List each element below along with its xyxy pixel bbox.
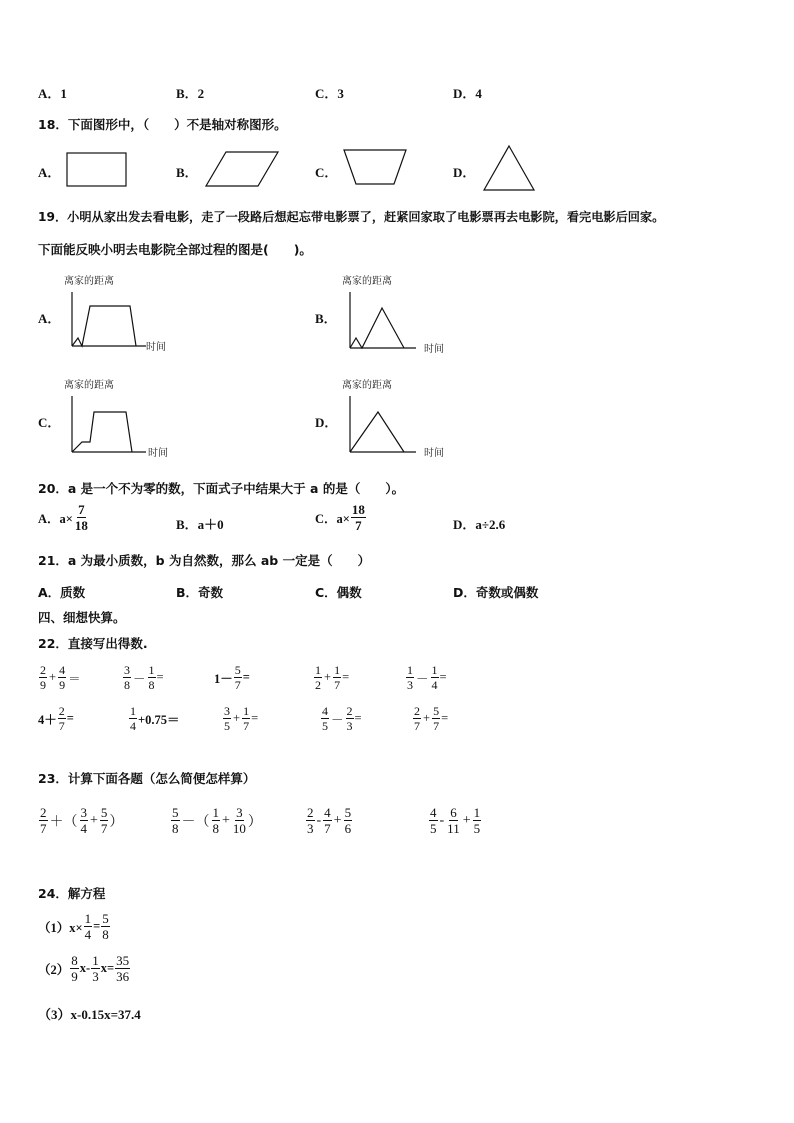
q18-option-a[interactable]: A． [38, 165, 61, 180]
parallelogram-icon [204, 150, 280, 188]
q22-r1-e1: $\frac{2}{9}$ + $\frac{4}{9}$ ＝ [40, 663, 81, 692]
q19-option-b[interactable]: B． [315, 311, 337, 326]
graph-c [60, 376, 180, 460]
q22-r2-e1: 4＋ $\frac{2}{7}$ = [38, 704, 74, 733]
q18-question: 18．下面图形中，（ ）不是轴对称图形。 [38, 117, 287, 132]
q19-question-line2: 下面能反映小明去电影院全部过程的图是( )。 [38, 242, 312, 257]
graph-a-xlabel: 时间 [146, 342, 166, 353]
graph-a-ylabel: 离家的距离 [64, 276, 114, 287]
q19-option-c[interactable]: C． [38, 415, 61, 430]
section-title: 四、细想快算。 [38, 610, 126, 625]
q22-r1-e3: 1－ $\frac{5}{7}$ = [214, 663, 250, 692]
q19-question-line1: 19．小明从家出发去看电影，走了一段路后想起忘带电影票了，赶紧回家取了电影票再去电影院，看完电影后回家。 [38, 210, 665, 224]
q20-c-fraction [351, 503, 366, 532]
q22-r1-e2: $\frac{3}{8}$ － $\frac{1}{8}$ = [124, 663, 164, 692]
rectangle-icon [66, 152, 128, 188]
q17-option-d[interactable]: D．4 [453, 86, 482, 101]
q24-e2: （2） $\frac{8}{9}$ x- $\frac{1}{3}$ x= $\frac{35}{36}$ [38, 953, 130, 984]
q17-option-a[interactable]: A．1 [38, 86, 67, 101]
q24-title: 24．解方程 [38, 886, 106, 901]
graph-c-ylabel: 离家的距离 [64, 380, 114, 391]
q18-option-c[interactable]: C． [315, 165, 338, 180]
q20-a-label: A．a× [38, 511, 73, 526]
q23-e2: $\frac{5}{8}$ －（ $\frac{1}{8}$ + $\frac{3}{10}$ ） [172, 805, 262, 836]
q21-question: 21．a 为最小质数，b 为自然数，那么 ab 一定是（ ） [38, 553, 371, 568]
q20-option-b[interactable]: B．a＋0 [176, 517, 224, 532]
q22-r2-e5: $\frac{2}{7}$ + $\frac{5}{7}$ = [414, 704, 449, 733]
q20-option-a[interactable] [38, 503, 90, 532]
graph-d-xlabel: 时间 [424, 448, 444, 459]
q22-title: 22．直接写出得数. [38, 636, 148, 651]
graph-c-xlabel: 时间 [148, 448, 168, 459]
q20-a-den: 18 [74, 518, 88, 533]
graph-a [60, 272, 180, 356]
q20-question: 20．a 是一个不为零的数，下面式子中结果大于 a 的是（ ）。 [38, 481, 405, 496]
q22-r2-e2: $\frac{1}{4}$ +0.75＝ [130, 704, 180, 733]
q17-option-b[interactable]: B．2 [176, 86, 205, 101]
q20-c-label: C．a× [315, 511, 350, 526]
q20-a-num: 7 [78, 502, 85, 517]
q21-option-b[interactable]: B．奇数 [176, 585, 224, 600]
q20-option-d[interactable]: D．a÷2.6 [453, 517, 506, 532]
q22-r1-e5: $\frac{1}{3}$ － $\frac{1}{4}$ = [407, 663, 447, 692]
q20-a-fraction [74, 503, 89, 532]
q20-c-num: 18 [351, 502, 365, 517]
q24-e3: （3）x-0.15x=37.4 [38, 1007, 141, 1022]
q20-c-den: 7 [355, 518, 362, 533]
graph-d-ylabel: 离家的距离 [342, 380, 392, 391]
q23-e4: $\frac{4}{5}$ - $\frac{6}{11}$ + $\frac{1}{5}$ [430, 805, 481, 836]
q22-r1-e4: $\frac{1}{2}$ + $\frac{1}{7}$ = [315, 663, 350, 692]
q19-option-a[interactable]: A． [38, 311, 61, 326]
q19-option-d[interactable]: D． [315, 415, 338, 430]
q22-r2-e4: $\frac{4}{5}$ － $\frac{2}{3}$ = [322, 704, 362, 733]
q18-option-d[interactable]: D． [453, 165, 476, 180]
trapezoid-icon [342, 148, 408, 186]
q20-option-c[interactable] [315, 503, 367, 532]
graph-b-xlabel: 时间 [424, 344, 444, 355]
q23-e1: $\frac{2}{7}$ ＋（ $\frac{3}{4}$ + $\frac{5}{7}$ ） [40, 805, 124, 836]
q21-option-a[interactable]: A．质数 [38, 585, 86, 600]
q21-option-d[interactable]: D．奇数或偶数 [453, 585, 539, 600]
q22-r2-e3: $\frac{3}{5}$ + $\frac{1}{7}$ = [224, 704, 259, 733]
graph-d [338, 376, 458, 460]
q21-option-c[interactable]: C．偶数 [315, 585, 362, 600]
q18-option-b[interactable]: B． [176, 165, 198, 180]
graph-b-ylabel: 离家的距离 [342, 276, 392, 287]
graph-b [338, 272, 458, 356]
triangle-icon [482, 144, 536, 192]
q24-e1: （1）x× $\frac{1}{4}$ = $\frac{5}{8}$ [38, 911, 109, 942]
q23-e3: $\frac{2}{3}$ - $\frac{4}{7}$ + $\frac{5}{6}$ [307, 805, 352, 836]
q23-title: 23．计算下面各题（怎么简便怎样算） [38, 771, 256, 786]
q17-option-c[interactable]: C．3 [315, 86, 344, 101]
